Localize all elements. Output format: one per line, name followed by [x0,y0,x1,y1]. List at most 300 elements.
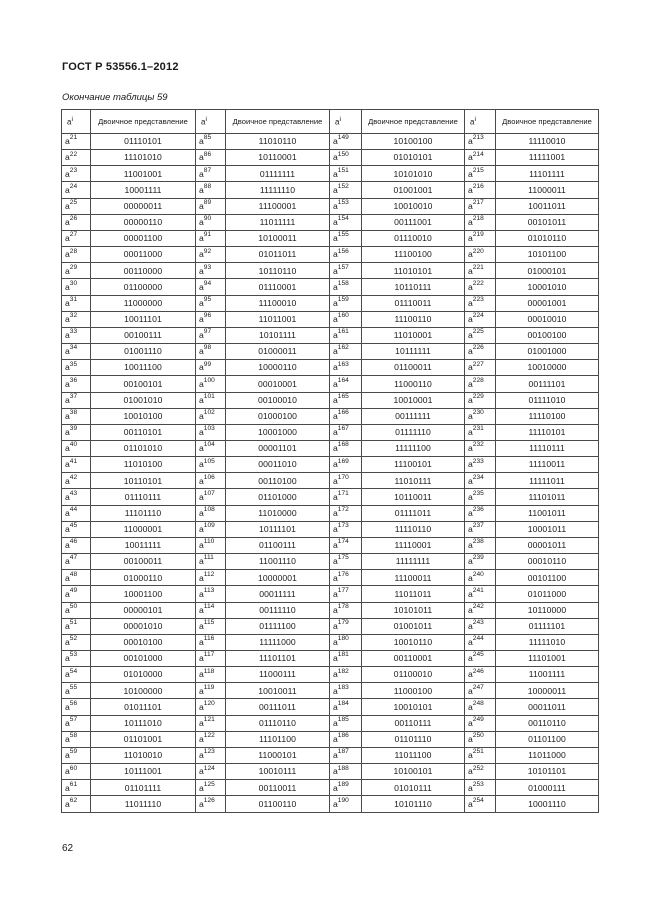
table-row [62,311,599,327]
index-cell [330,780,362,796]
index-number: 235 [472,489,484,497]
index-cell [196,311,226,327]
index-cell [196,554,226,570]
index-number: 122 [203,732,215,740]
index-cell [196,521,226,537]
index-cell [465,796,496,812]
index-base: a [65,798,70,809]
table-row [62,651,599,667]
index-cell [62,780,91,796]
binary-value-cell: 01001001 [362,182,465,198]
index-number: 244 [472,635,484,643]
table-row [62,489,599,505]
index-number: 234 [472,473,484,481]
binary-value-cell: 10111001 [91,764,196,780]
binary-value-cell: 10001100 [91,586,196,602]
index-number: 243 [472,619,484,627]
table-row [62,796,599,812]
binary-value-cell: 01100110 [226,796,330,812]
index-number: 101 [203,392,215,400]
index-number: 160 [337,312,349,320]
binary-value-cell: 10010011 [226,683,330,699]
index-base: a [468,766,473,777]
table-row [62,457,599,473]
index-number: 30 [69,279,78,287]
index-cell [62,489,91,505]
index-base: a [333,330,338,341]
index-number: 37 [69,392,78,400]
index-base: a [199,346,204,357]
index-cell [62,651,91,667]
binary-value-cell: 11101100 [226,731,330,747]
index-base: a [65,588,70,599]
index-number: 96 [203,312,212,320]
index-base: a [468,556,473,567]
binary-value-cell: 01000011 [226,344,330,360]
binary-value-cell: 01101100 [496,731,599,747]
index-base: a [333,507,338,518]
binary-value-cell: 01000100 [226,408,330,424]
index-base: a [468,459,473,470]
table-row [62,554,599,570]
index-cell [196,651,226,667]
index-cell [196,344,226,360]
binary-value-cell: 01011000 [496,586,599,602]
index-cell [62,295,91,311]
index-base: a [199,701,204,712]
binary-value-cell: 00100011 [91,554,196,570]
index-cell [62,344,91,360]
index-base: a [65,249,70,260]
binary-value-cell: 01000111 [496,780,599,796]
index-cell [196,618,226,634]
index-number: 236 [472,506,484,514]
index-base: a [199,572,204,583]
index-number: 117 [203,651,215,659]
index-cell [330,586,362,602]
index-number: 95 [203,295,212,303]
index-number: 170 [337,473,349,481]
binary-value-cell: 01010101 [362,150,465,166]
index-cell [196,295,226,311]
index-number: 105 [203,457,215,465]
index-cell [330,602,362,618]
index-cell [330,457,362,473]
binary-value-cell: 00110111 [362,715,465,731]
index-cell [62,715,91,731]
binary-value-cell: 11001011 [496,505,599,521]
binary-value-cell: 00100010 [226,392,330,408]
index-cell [465,327,496,343]
index-base: a [333,362,338,373]
index-base: a [333,443,338,454]
index-cell [330,505,362,521]
index-base: a [65,200,70,211]
index-base: a [468,443,473,454]
binary-value-cell: 01110010 [362,230,465,246]
index-base: a [65,540,70,551]
index-base: a [65,717,70,728]
index-number: 159 [337,295,349,303]
index-cell [62,214,91,230]
index-number: 158 [337,279,349,287]
index-number: 180 [337,635,349,643]
index-base: a [199,685,204,696]
index-cell [465,634,496,650]
binary-value-cell: 11010111 [362,473,465,489]
binary-value-cell: 11110111 [496,440,599,456]
index-cell [62,263,91,279]
index-number: 252 [472,764,484,772]
index-base: a [468,637,473,648]
index-cell [330,166,362,182]
index-number: 178 [337,602,349,610]
index-base: a [199,620,204,631]
binary-value-cell: 10001010 [496,279,599,295]
index-base: a [199,362,204,373]
index-cell [196,392,226,408]
index-number: 226 [472,344,484,352]
index-cell [465,295,496,311]
index-base: a [468,200,473,211]
index-cell [330,699,362,715]
index-cell [465,586,496,602]
index-number: 41 [69,457,78,465]
binary-value-cell: 11000100 [362,683,465,699]
index-cell [330,376,362,392]
binary-value-cell: 10100100 [362,134,465,150]
index-base: a [199,136,204,147]
index-cell [196,150,226,166]
binary-value-cell: 00000101 [91,602,196,618]
binary-value-cell: 11101101 [226,651,330,667]
index-base: a [65,572,70,583]
binary-value-cell: 00000110 [91,214,196,230]
index-number: 91 [203,231,212,239]
index-cell [62,667,91,683]
index-number: 155 [337,231,349,239]
column-header-index [196,110,226,134]
index-number: 124 [203,764,215,772]
binary-value-cell: 10010110 [362,634,465,650]
binary-value-cell: 11101111 [496,166,599,182]
index-base: a [468,717,473,728]
index-number: 123 [203,748,215,756]
index-cell [196,360,226,376]
binary-value-cell: 11011001 [226,311,330,327]
index-base: a [199,314,204,324]
index-number: 161 [337,328,349,336]
table-row [62,134,599,150]
binary-value-cell: 01000110 [91,570,196,586]
index-base: a [333,394,338,405]
index-cell [196,683,226,699]
index-cell [465,683,496,699]
table-row [62,424,599,440]
binary-value-cell: 11001111 [496,667,599,683]
binary-value-cell: 00111001 [362,214,465,230]
index-base: a [199,604,204,615]
index-cell [196,505,226,521]
index-number: 50 [69,602,78,610]
index-base: a [65,152,70,163]
binary-value-cell: 00110101 [91,424,196,440]
binary-value-cell: 01110001 [226,279,330,295]
index-base: a [199,588,204,599]
index-cell [62,360,91,376]
index-cell [465,699,496,715]
table-row [62,586,599,602]
index-base: a [468,394,473,405]
binary-value-cell: 00001010 [91,618,196,634]
table-row [62,667,599,683]
binary-value-cell: 10110101 [91,473,196,489]
index-base: a [199,330,204,341]
binary-value-cell: 00110110 [496,715,599,731]
index-base: a [333,717,338,728]
index-cell [330,295,362,311]
binary-value-cell: 00000011 [91,198,196,214]
index-base: a [199,217,204,228]
index-number: 88 [203,182,212,190]
index-number: 104 [203,441,215,449]
index-number: 222 [472,279,484,287]
index-base: a [199,669,204,680]
index-base: a [199,653,204,664]
table-row [62,360,599,376]
binary-value-cell: 01100111 [226,537,330,553]
index-base: a [468,507,473,518]
index-number: 23 [69,166,78,174]
index-number: 55 [69,683,78,691]
binary-value-cell: 10111111 [362,344,465,360]
index-cell [62,408,91,424]
index-base: a [199,556,204,567]
index-number: 21 [69,134,78,142]
binary-value-cell: 00011111 [226,586,330,602]
index-number: 213 [472,134,484,142]
index-cell [465,473,496,489]
index-cell [465,263,496,279]
binary-value-cell: 10100011 [226,230,330,246]
index-base: a [65,136,70,147]
table-row [62,505,599,521]
index-base: a [199,782,204,793]
index-label: a [201,117,206,127]
index-cell [330,214,362,230]
index-base: a [65,475,70,486]
index-base: a [65,330,70,341]
table-row [62,537,599,553]
index-cell [196,440,226,456]
index-base: a [65,410,70,421]
table-row [62,747,599,763]
binary-value-cell: 11010100 [91,457,196,473]
index-cell [62,505,91,521]
index-base: a [468,168,473,179]
index-cell [330,360,362,376]
index-base: a [468,281,473,292]
index-base: a [333,669,338,680]
index-number: 58 [69,732,78,740]
index-number: 187 [337,748,349,756]
index-number: 248 [472,699,484,707]
index-cell [196,376,226,392]
binary-value-cell: 00001001 [496,295,599,311]
index-label: a [335,117,340,127]
binary-value-cell: 10010100 [91,408,196,424]
binary-value-cell: 01100000 [91,279,196,295]
index-number: 109 [203,522,215,530]
index-number: 246 [472,667,484,675]
index-cell [196,715,226,731]
binary-value-cell: 11010000 [226,505,330,521]
index-number: 48 [69,570,78,578]
index-number: 126 [203,796,215,804]
table-row [62,521,599,537]
index-cell [465,764,496,780]
table-header-row [62,110,599,134]
index-number: 103 [203,425,215,433]
index-number: 247 [472,683,484,691]
index-base: a [468,184,473,195]
index-label: a [470,117,475,127]
binary-value-cell: 00110011 [226,780,330,796]
index-cell [62,554,91,570]
index-cell [465,747,496,763]
index-base: a [333,556,338,567]
index-number: 92 [203,247,212,255]
index-number: 219 [472,231,484,239]
index-number: 175 [337,554,349,562]
index-base: a [65,637,70,648]
index-base: a [65,362,70,373]
index-cell [465,537,496,553]
column-header-index [330,110,362,134]
table-row [62,279,599,295]
index-cell [196,166,226,182]
binary-value-cell: 01010110 [496,230,599,246]
index-number: 164 [337,376,349,384]
index-number: 156 [337,247,349,255]
index-cell [196,699,226,715]
index-number: 151 [337,166,349,174]
binary-value-cell: 11001001 [91,166,196,182]
index-number: 59 [69,748,78,756]
index-base: a [65,443,70,454]
index-base: a [65,604,70,615]
index-number: 172 [337,506,349,514]
table-row [62,376,599,392]
index-base: a [333,314,338,324]
binary-value-cell: 01001011 [362,618,465,634]
binary-value-cell: 11000011 [496,182,599,198]
table-row [62,230,599,246]
index-number: 218 [472,215,484,223]
index-number: 110 [203,538,215,546]
index-number: 115 [203,619,215,627]
index-cell [465,521,496,537]
table-row [62,344,599,360]
index-base: a [333,540,338,551]
index-number: 232 [472,441,484,449]
index-base: a [468,249,473,260]
binary-value-cell: 10111101 [226,521,330,537]
index-number: 32 [69,312,78,320]
index-base: a [333,572,338,583]
index-base: a [333,588,338,599]
column-header-binary: Двоичное представление [362,110,465,134]
index-cell [330,537,362,553]
index-superscript: i [205,115,207,123]
index-base: a [468,346,473,357]
index-number: 237 [472,522,484,530]
binary-value-cell: 11111110 [226,182,330,198]
index-cell [330,150,362,166]
index-number: 215 [472,166,484,174]
index-cell [196,457,226,473]
index-base: a [199,410,204,421]
index-cell [465,457,496,473]
index-base: a [333,346,338,357]
index-number: 231 [472,425,484,433]
index-number: 186 [337,732,349,740]
index-number: 118 [203,667,215,675]
index-number: 44 [69,506,78,514]
index-number: 181 [337,651,349,659]
binary-value-cell: 01011011 [226,247,330,263]
index-cell [465,230,496,246]
index-base: a [199,233,204,244]
index-base: a [468,475,473,486]
index-number: 57 [69,716,78,724]
binary-value-cell: 11100101 [362,457,465,473]
binary-value-cell: 11111001 [496,150,599,166]
binary-value-cell: 10010001 [362,392,465,408]
binary-value-cell: 01001110 [91,344,196,360]
index-cell [62,570,91,586]
index-number: 182 [337,667,349,675]
binary-value-cell: 11011100 [362,747,465,763]
index-number: 60 [69,764,78,772]
index-cell [465,311,496,327]
index-base: a [199,297,204,308]
binary-value-cell: 10110011 [362,489,465,505]
index-base: a [468,152,473,163]
binary-value-cell: 11101011 [496,489,599,505]
binary-value-cell: 00111011 [226,699,330,715]
index-base: a [468,540,473,551]
index-base: a [333,750,338,761]
index-cell [330,731,362,747]
index-number: 99 [203,360,212,368]
index-number: 94 [203,279,212,287]
index-number: 163 [337,360,349,368]
index-superscript: i [474,115,476,123]
index-cell [465,214,496,230]
binary-value-cell: 10110111 [362,279,465,295]
index-cell [196,473,226,489]
index-cell [330,440,362,456]
binary-value-cell: 01101010 [91,440,196,456]
index-number: 166 [337,409,349,417]
index-cell [196,747,226,763]
index-base: a [333,782,338,793]
index-base: a [468,653,473,664]
index-number: 152 [337,182,349,190]
column-header-binary: Двоичное представление [91,110,196,134]
index-cell [196,667,226,683]
